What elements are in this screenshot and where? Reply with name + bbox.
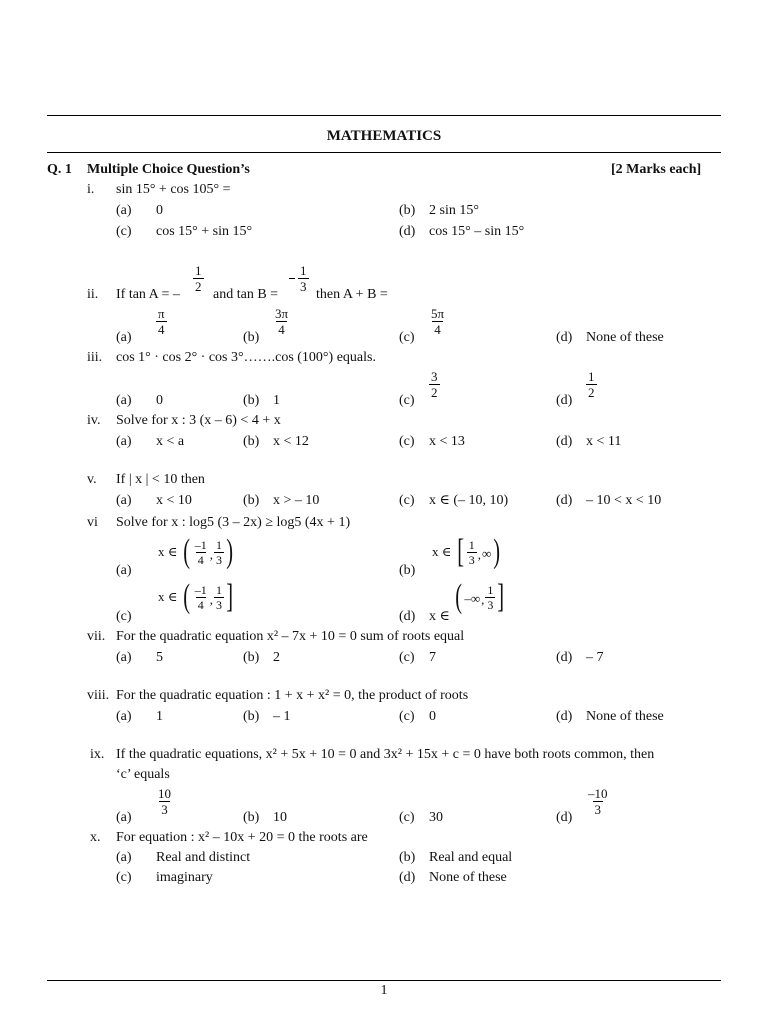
option-text: 2 sin 15°: [429, 203, 479, 218]
question-text: If the quadratic equations, x² + 5x + 10 = 0 and 3x² + 15x + c = 0 have both roots common, then: [116, 747, 655, 762]
option-text: 5: [156, 650, 163, 665]
denominator: 4: [197, 597, 204, 612]
option-label: (b): [243, 810, 260, 825]
option-label: (a): [116, 203, 132, 218]
option-label: (d): [556, 650, 573, 665]
option-label: (c): [399, 650, 415, 665]
option-label: (d): [556, 709, 573, 724]
interval-open-closed: [158, 580, 235, 614]
open-paren: (: [455, 578, 463, 615]
option-label: (c): [116, 224, 132, 239]
denominator: 4: [434, 322, 441, 337]
footer-rule: [47, 980, 721, 981]
option-text: x < 12: [273, 434, 309, 449]
option-text: x < 10: [156, 493, 192, 508]
close-paren: ): [226, 533, 234, 570]
option-text: 1: [156, 709, 163, 724]
option-label: (b): [243, 650, 260, 665]
denominator: 3: [594, 802, 601, 817]
comma: ,: [209, 547, 213, 562]
option-label: (b): [243, 330, 260, 345]
question-number: vi: [87, 515, 98, 530]
option-text: None of these: [586, 330, 664, 345]
section-title: Multiple Choice Question’s: [87, 162, 250, 177]
numerator: 1: [588, 369, 595, 384]
question-number: i.: [87, 182, 95, 197]
option-text: x > – 10: [273, 493, 320, 508]
option-label: (a): [116, 393, 132, 408]
comma: ,: [209, 592, 213, 607]
option-label: (a): [116, 810, 132, 825]
page-title: MATHEMATICS: [326, 128, 442, 144]
option-fraction: [273, 306, 290, 337]
question-text: Solve for x : 3 (x – 6) < 4 + x: [116, 413, 281, 428]
option-label: (c): [116, 609, 132, 624]
page-number: 1: [380, 983, 388, 998]
question-text: If | x | < 10 then: [116, 472, 205, 487]
question-number: viii.: [87, 688, 110, 703]
option-text: 30: [429, 810, 443, 825]
option-label: (c): [399, 434, 415, 449]
fraction: [467, 538, 477, 567]
option-label: (a): [116, 330, 132, 345]
option-label: (c): [399, 330, 415, 345]
question-number: ix.: [90, 747, 105, 762]
question-number: vii.: [87, 629, 106, 644]
option-text: 1: [273, 393, 280, 408]
question-text: cos 1° · cos 2° · cos 3°…….cos (100°) equals.: [116, 350, 376, 365]
question-number: v.: [87, 472, 97, 487]
numerator: 1: [300, 263, 307, 278]
option-text: 0: [429, 709, 436, 724]
negative-infinity: –∞: [464, 591, 481, 606]
question-text: ‘c’ equals: [116, 767, 170, 782]
top-rule: [47, 115, 721, 116]
option-label: (d): [556, 434, 573, 449]
fraction: [485, 583, 495, 612]
numerator: 1: [215, 582, 222, 597]
open-paren: (: [183, 533, 191, 570]
denominator: 2: [588, 385, 595, 400]
option-text: Real and equal: [429, 850, 513, 865]
question-text: and tan B =: [213, 287, 279, 302]
option-label: (b): [399, 203, 416, 218]
option-text: – 1: [273, 709, 291, 724]
denominator: 4: [158, 322, 165, 337]
denominator: 2: [195, 279, 202, 294]
option-text: – 10 < x < 10: [586, 493, 662, 508]
numerator: 1: [487, 582, 494, 597]
option-text: 0: [156, 393, 163, 408]
option-label: (c): [399, 709, 415, 724]
option-text: x ∈ (– 10, 10): [429, 493, 509, 508]
numerator: π: [158, 306, 165, 321]
denominator: 3: [215, 552, 222, 567]
option-text: 0: [156, 203, 163, 218]
option-fraction: [429, 369, 440, 400]
interval-open-closed: [453, 580, 507, 614]
option-text: 10: [273, 810, 287, 825]
question-text: For equation : x² – 10x + 20 = 0 the roots are: [116, 830, 368, 845]
option-label: (a): [116, 434, 132, 449]
denominator: 3: [215, 597, 222, 612]
option-text: – 7: [586, 650, 604, 665]
option-label: (d): [556, 393, 573, 408]
option-text: x < 13: [429, 434, 465, 449]
fraction: [214, 538, 224, 567]
option-label: (b): [243, 709, 260, 724]
option-text: Real and distinct: [156, 850, 251, 865]
option-text: imaginary: [156, 870, 213, 885]
denominator: 3: [300, 279, 307, 294]
option-fraction: [156, 786, 173, 817]
option-fraction: [429, 306, 446, 337]
option-label: (d): [399, 870, 416, 885]
close-paren: ): [493, 533, 501, 570]
set-membership: x ∈: [429, 609, 450, 624]
option-label: (b): [243, 393, 260, 408]
option-label: (a): [116, 493, 132, 508]
option-fraction: [586, 786, 610, 817]
numerator: 3: [431, 369, 438, 384]
set-membership: x ∈: [158, 544, 178, 559]
option-label: (b): [399, 563, 416, 578]
option-label: (a): [116, 709, 132, 724]
title-underline: [47, 152, 721, 153]
option-label: (c): [399, 493, 415, 508]
option-text: cos 15° – sin 15°: [429, 224, 525, 239]
option-label: (b): [243, 493, 260, 508]
option-label: (b): [243, 434, 260, 449]
option-label: (a): [116, 563, 132, 578]
option-label: (d): [556, 493, 573, 508]
open-bracket: [: [457, 533, 465, 570]
close-bracket: ]: [226, 578, 234, 615]
interval-closed-open: [432, 535, 503, 569]
option-label: (c): [116, 870, 132, 885]
question-number: ii.: [87, 287, 99, 302]
denominator: 4: [197, 552, 204, 567]
set-membership: x ∈: [158, 589, 178, 604]
question-text: then A + B =: [316, 287, 388, 302]
numerator: –1: [194, 582, 207, 597]
negative-fraction: [298, 263, 309, 294]
question-text: If tan A = –: [116, 287, 180, 302]
question-text: sin 15° + cos 105° =: [116, 182, 231, 197]
numerator: 1: [468, 537, 475, 552]
infinity: ∞: [481, 546, 492, 561]
close-bracket: ]: [497, 578, 505, 615]
question-number: iv.: [87, 413, 101, 428]
numerator: 10: [158, 786, 171, 801]
option-label: (c): [399, 393, 415, 408]
option-label: (a): [116, 650, 132, 665]
open-paren: (: [183, 578, 191, 615]
option-label: (a): [116, 850, 132, 865]
option-text: x < 11: [586, 434, 622, 449]
numerator: –10: [588, 786, 608, 801]
section-number: Q. 1: [47, 162, 72, 177]
option-fraction: [156, 306, 167, 337]
option-label: (c): [399, 810, 415, 825]
numerator: 3π: [275, 306, 289, 321]
denominator: 2: [431, 385, 438, 400]
option-text: None of these: [586, 709, 664, 724]
option-text: None of these: [429, 870, 507, 885]
set-membership: x ∈: [432, 544, 452, 559]
denominator: 4: [278, 322, 285, 337]
question-number: x.: [90, 830, 101, 845]
option-label: (d): [556, 330, 573, 345]
option-text: cos 15° + sin 15°: [156, 224, 253, 239]
denominator: 3: [468, 552, 475, 567]
comma: ,: [481, 592, 485, 607]
fraction: [214, 583, 224, 612]
question-number: iii.: [87, 350, 103, 365]
question-text: For the quadratic equation x² – 7x + 10 = 0 sum of roots equal: [116, 629, 465, 644]
denominator: 3: [161, 802, 168, 817]
comma: ,: [477, 547, 481, 562]
option-label: (d): [399, 224, 416, 239]
section-marks: [2 Marks each]: [611, 162, 702, 177]
option-fraction: [586, 369, 597, 400]
question-text: Solve for x : log5 (3 – 2x) ≥ log5 (4x + 1): [116, 515, 351, 530]
question-text: For the quadratic equation : 1 + x + x² = 0, the product of roots: [116, 688, 469, 703]
option-text: 7: [429, 650, 436, 665]
option-label: (d): [399, 609, 416, 624]
option-label: (d): [556, 810, 573, 825]
fraction: [193, 583, 209, 612]
numerator: 1: [215, 537, 222, 552]
option-text: x < a: [156, 434, 185, 449]
numerator: –1: [194, 537, 207, 552]
interval-open-open: [158, 535, 235, 569]
option-label: (b): [399, 850, 416, 865]
denominator: 3: [487, 597, 494, 612]
fraction: [193, 538, 209, 567]
option-text: 2: [273, 650, 280, 665]
fraction: [193, 263, 204, 294]
numerator: 1: [195, 263, 202, 278]
numerator: 5π: [431, 306, 445, 321]
